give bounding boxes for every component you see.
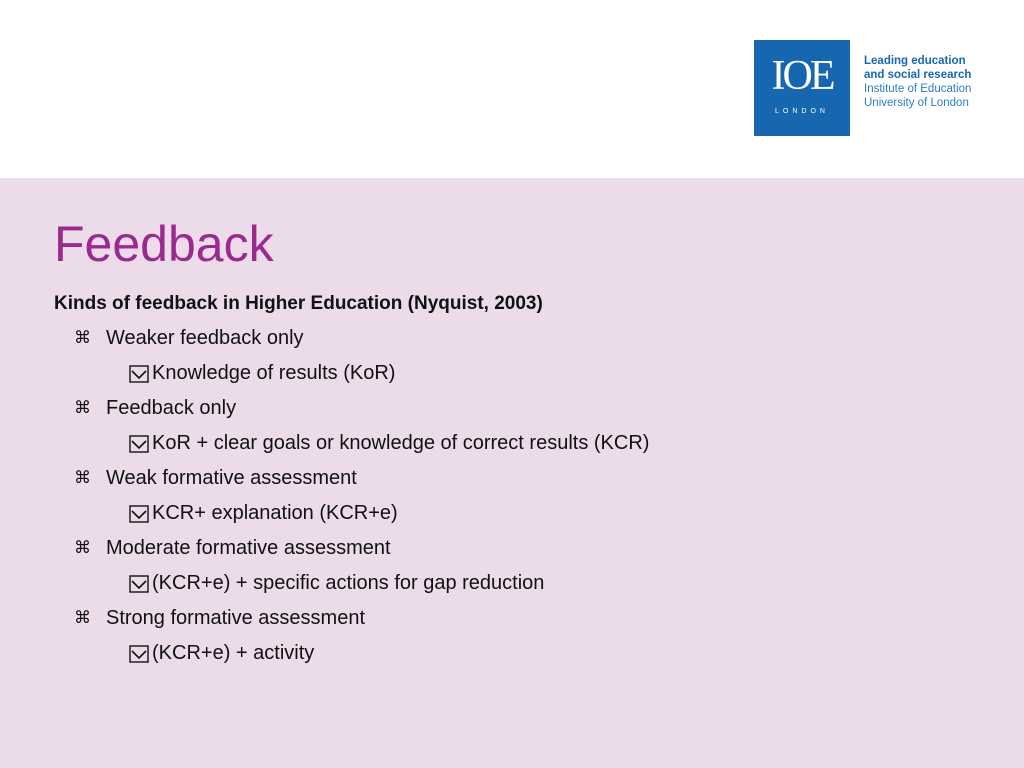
checkbox-bullet-icon: [129, 645, 149, 663]
bullet-text: Weak formative assessment: [106, 467, 357, 489]
sub-bullet-text: KCR+ explanation (KCR+e): [152, 502, 398, 524]
bullet-text: Strong formative assessment: [106, 607, 365, 629]
sub-bullet-item: [0, 641, 1024, 676]
sub-bullet-text: (KCR+e) + specific actions for gap reduction: [152, 572, 545, 594]
bullet-list: [0, 326, 1024, 676]
sub-bullet-item: [0, 431, 1024, 466]
slide-subtitle: Kinds of feedback in Higher Education (Nyquist, 2003): [54, 293, 543, 314]
command-key-bullet-icon: ⌘: [74, 538, 91, 558]
bullet-text: Feedback only: [106, 397, 237, 419]
tagline-line-1: Leading education: [864, 55, 966, 67]
command-key-bullet-icon: ⌘: [74, 328, 91, 348]
bullet-text: Weaker feedback only: [106, 327, 304, 349]
command-key-bullet-icon: ⌘: [74, 468, 91, 488]
checkbox-bullet-icon: [129, 575, 149, 593]
sub-bullet-item: [0, 571, 1024, 606]
checkbox-bullet-icon: [129, 365, 149, 383]
bullet-item: [0, 396, 1024, 431]
tagline-line-3: Institute of Education: [864, 83, 972, 95]
sub-bullet-text: Knowledge of results (KoR): [152, 362, 396, 384]
sub-bullet-item: [0, 501, 1024, 536]
checkbox-bullet-icon: [129, 505, 149, 523]
bullet-item: [0, 326, 1024, 361]
command-key-bullet-icon: ⌘: [74, 608, 91, 628]
bullet-item: [0, 466, 1024, 501]
tagline-line-4: University of London: [864, 97, 969, 109]
slide-body: [0, 178, 1024, 768]
command-key-bullet-icon: ⌘: [74, 398, 91, 418]
tagline-line-2: and social research: [864, 69, 972, 81]
ioe-logo: [754, 40, 850, 136]
logo-mark: IOE: [771, 53, 833, 99]
bullet-text: Moderate formative assessment: [106, 537, 391, 559]
sub-bullet-text: (KCR+e) + activity: [152, 642, 315, 664]
sub-bullet-item: [0, 361, 1024, 396]
slide-header: [0, 0, 1024, 178]
institution-tagline: [864, 54, 971, 110]
checkbox-bullet-icon: [129, 435, 149, 453]
logo-subtext: LONDON: [775, 108, 829, 115]
bullet-item: [0, 536, 1024, 571]
bullet-item: [0, 606, 1024, 641]
sub-bullet-text: KoR + clear goals or knowledge of correct results (KCR): [152, 432, 650, 454]
slide-title: Feedback: [54, 216, 274, 272]
